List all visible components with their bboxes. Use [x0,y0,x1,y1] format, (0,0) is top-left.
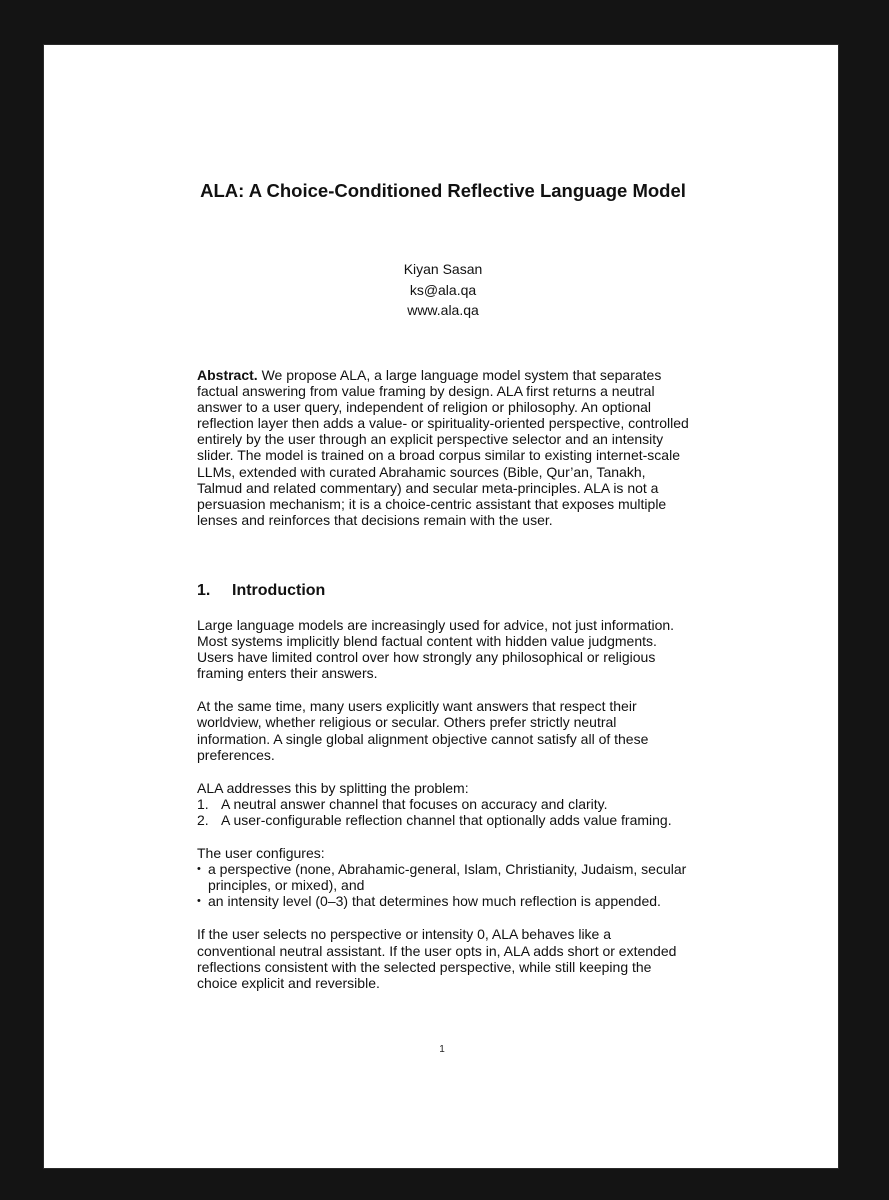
ordered-list [197,796,689,828]
page-number: 1 [439,1044,445,1055]
list-item [197,861,689,893]
bullet-marker: • [197,895,201,908]
list-item-text: A neutral answer channel that focuses on accuracy and clarity. [221,795,608,812]
intro-paragraph-4: The user configures: [197,845,325,862]
bullet-list [197,861,689,909]
intro-paragraph-5: If the user selects no perspective or intensity 0, ALA behaves like a conventional neutral assistant. If the user opts in, ALA adds short or extended reflections consistent with the selected perspective, while still keeping the choice explicit and reversible. [197,926,677,991]
author-block [197,259,689,321]
list-item-text: A user-configurable reflection channel that optionally adds value framing. [221,811,672,828]
list-item-text: an intensity level (0–3) that determines how much reflection is appended. [208,893,661,910]
author-website: www.ala.qa [407,302,479,318]
list-item [197,812,689,828]
list-marker: 2. [197,811,209,828]
paper-page [43,44,839,1169]
abstract-text: We propose ALA, a large language model system that separates factual answering from value framing by design. ALA first returns a neutral answer to a user query, independent of religion or philosophy. An optional reflection layer then adds a value- or spirituality-oriented perspective, controlled entirely by the user through an explicit perspective selector and an intensity slider. The model is trained on a broad corpus similar to existing internet-scale LLMs, extended with curated Abrahamic sources (Bible, Qur’an, Tanakh, Talmud and related commentary) and secular meta-principles. ALA is not a persuasion mechanism; it is a choice-centric assistant that exposes multiple lenses and reinforces that decisions remain with the user. [197,367,689,528]
abstract [197,367,689,528]
introduction-body [197,617,689,1008]
bullet-marker: • [197,863,201,876]
list-item-text: a perspective (none, Abrahamic-general, Islam, Christianity, Judaism, secular principles, or mixed), and [208,861,687,894]
list-marker: 1. [197,795,209,812]
list-item [197,796,689,812]
paper-title: ALA: A Choice-Conditioned Reflective Language Model [200,180,686,201]
author-email: ks@ala.qa [409,281,477,298]
intro-paragraph-2: At the same time, many users explicitly want answers that respect their worldview, whether religious or secular. Others prefer strictly neutral information. A single global alignment objective cannot satisfy all of these preferences. [197,698,649,763]
list-item [197,893,689,909]
section-title: Introduction [232,582,326,599]
abstract-label: Abstract. [197,367,258,383]
intro-paragraph-1: Large language models are increasingly used for advice, not just information. Most systems implicitly blend factual content with hidden value judgments. Users have limited control over how strongly any philosophical or religious framing enters their answers. [197,617,675,682]
intro-paragraph-3: ALA addresses this by splitting the problem: [197,779,469,796]
section-number: 1. [197,582,211,599]
author-name: Kiyan Sasan [403,261,483,277]
section-heading [197,581,689,601]
